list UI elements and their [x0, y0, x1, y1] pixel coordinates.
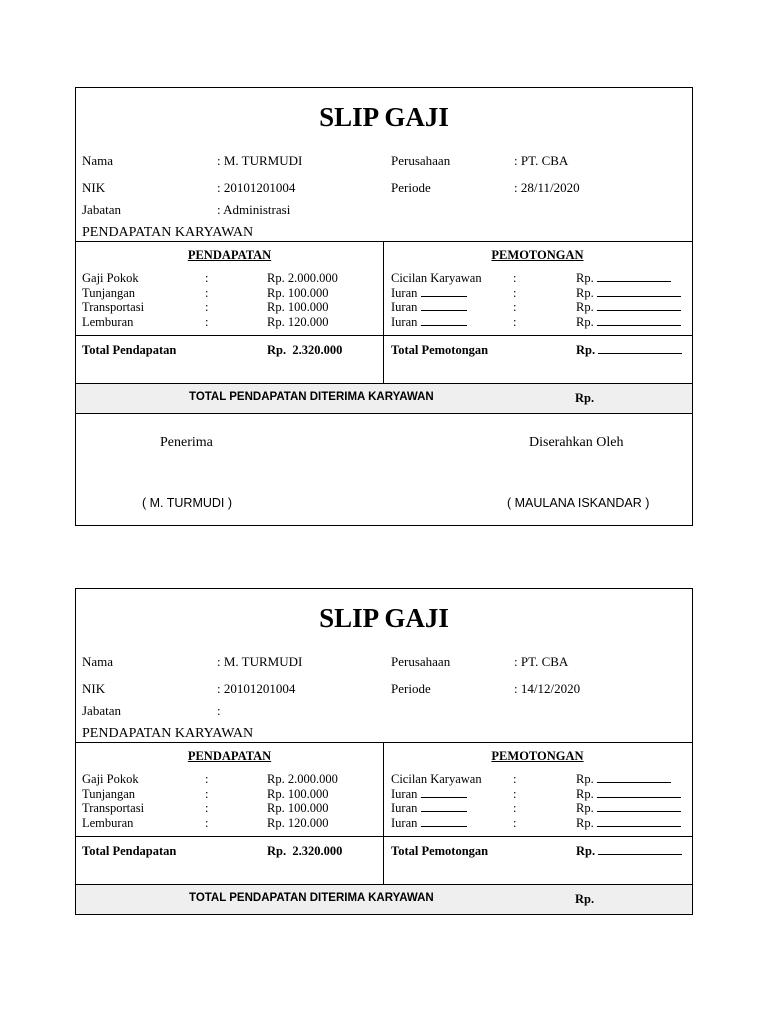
blank-line: [421, 315, 467, 326]
jabatan-value: : Administrasi: [217, 202, 291, 217]
deduction-value: Rp.: [576, 285, 594, 300]
divider: [76, 884, 692, 885]
income-label: Transportasi: [82, 801, 145, 815]
deduction-label: Cicilan Karyawan: [391, 772, 482, 786]
blank-line: [597, 816, 681, 827]
blank-line: [597, 315, 681, 326]
income-colon: :: [205, 271, 209, 285]
blank-line: [421, 286, 467, 297]
blank-line: [597, 801, 681, 812]
income-value: Rp. 120.000: [267, 314, 329, 329]
deduction-label: Iuran: [391, 314, 418, 329]
income-value: Rp. 100.000: [267, 786, 329, 801]
deduction-colon: :: [513, 300, 517, 314]
blank-line: [421, 816, 467, 827]
deduction-value: Rp.: [576, 786, 594, 801]
nik-label: NIK: [82, 681, 106, 696]
deduction-label: Cicilan Karyawan: [391, 271, 482, 285]
nik-value: : 20101201004: [217, 681, 296, 696]
periode-value: : 28/11/2020: [514, 180, 580, 195]
perusahaan-value: : PT. CBA: [514, 654, 569, 669]
income-value: Rp. 100.000: [267, 285, 329, 300]
section-title: PENDAPATAN KARYAWAN: [82, 225, 254, 240]
income-label: Gaji Pokok: [82, 772, 139, 786]
income-label: Lemburan: [82, 815, 134, 830]
total-income-value: Rp. 2.320.000: [267, 844, 343, 858]
diserahkan-name: ( MAULANA ISKANDAR ): [507, 496, 650, 510]
income-value: Rp. 100.000: [267, 801, 329, 815]
deduction-label: Iuran: [391, 815, 418, 830]
total-deduction-label: Total Pemotongan: [391, 343, 489, 357]
divider: [76, 836, 692, 837]
deduction-label: Iuran: [391, 300, 418, 314]
deduction-colon: :: [513, 314, 517, 329]
blank-line: [597, 787, 681, 798]
divider: [76, 383, 692, 384]
total-deduction-label: Total Pemotongan: [391, 844, 489, 858]
income-label: Transportasi: [82, 300, 145, 314]
nama-label: Nama: [82, 654, 114, 669]
blank-line: [598, 844, 682, 855]
salary-slip-1: [75, 87, 693, 526]
nik-label: NIK: [82, 180, 106, 195]
income-colon: :: [205, 815, 209, 830]
blank-line: [598, 343, 682, 354]
deduction-colon: :: [513, 786, 517, 801]
divider: [76, 742, 692, 743]
total-deduction-value: Rp.: [576, 844, 596, 858]
total-deduction-value: Rp.: [576, 343, 596, 357]
perusahaan-label: Perusahaan: [391, 654, 451, 669]
grand-total-label: TOTAL PENDAPATAN DITERIMA KARYAWAN: [189, 391, 434, 403]
blank-line: [597, 772, 671, 783]
grand-total-value: Rp.: [575, 892, 595, 906]
income-colon: :: [205, 801, 209, 815]
slip-title: SLIP GAJI: [319, 102, 449, 132]
income-value: Rp. 2.000.000: [267, 271, 338, 285]
deduction-value: Rp.: [576, 772, 594, 786]
deduction-value: Rp.: [576, 300, 594, 314]
deduction-value: Rp.: [576, 271, 594, 285]
deduction-value: Rp.: [576, 314, 594, 329]
grand-total-value: Rp.: [575, 391, 595, 405]
blank-line: [421, 801, 467, 812]
income-value: Rp. 120.000: [267, 815, 329, 830]
periode-value: : 14/12/2020: [514, 681, 581, 696]
penerima-name: ( M. TURMUDI ): [142, 496, 233, 510]
nama-value: : M. TURMUDI: [217, 654, 303, 669]
section-title: PENDAPATAN KARYAWAN: [82, 726, 254, 741]
divider: [76, 413, 692, 414]
pendapatan-header: PENDAPATAN: [187, 248, 272, 262]
deduction-colon: :: [513, 801, 517, 815]
salary-slip-2: [75, 588, 693, 915]
deduction-colon: :: [513, 815, 517, 830]
pemotongan-header-label: PEMOTONGAN: [491, 749, 584, 763]
deduction-label: Iuran: [391, 285, 418, 300]
blank-line: [597, 300, 681, 311]
income-label: Tunjangan: [82, 285, 136, 300]
jabatan-label: Jabatan: [82, 202, 121, 217]
nama-value: : M. TURMUDI: [217, 153, 303, 168]
income-colon: :: [205, 314, 209, 329]
periode-label: Periode: [391, 180, 431, 195]
deduction-colon: :: [513, 772, 517, 786]
nama-label: Nama: [82, 153, 114, 168]
total-income-label: Total Pendapatan: [82, 343, 177, 357]
deduction-value: Rp.: [576, 815, 594, 830]
deduction-colon: :: [513, 285, 517, 300]
grand-total-label: TOTAL PENDAPATAN DITERIMA KARYAWAN: [189, 892, 434, 904]
income-colon: :: [205, 772, 209, 786]
slip-title: SLIP GAJI: [319, 603, 449, 633]
blank-line: [597, 271, 671, 282]
pendapatan-header: PENDAPATAN: [187, 749, 272, 763]
periode-label: Periode: [391, 681, 431, 696]
blank-line: [421, 787, 467, 798]
deduction-label: Iuran: [391, 801, 418, 815]
diserahkan-label: Diserahkan Oleh: [529, 435, 624, 450]
total-income-label: Total Pendapatan: [82, 844, 177, 858]
income-colon: :: [205, 300, 209, 314]
income-value: Rp. 100.000: [267, 300, 329, 314]
penerima-label: Penerima: [160, 435, 213, 450]
income-colon: :: [205, 786, 209, 801]
income-value: Rp. 2.000.000: [267, 772, 338, 786]
divider: [76, 241, 692, 242]
jabatan-label: Jabatan: [82, 703, 121, 718]
income-label: Lemburan: [82, 314, 134, 329]
income-label: Tunjangan: [82, 786, 136, 801]
perusahaan-label: Perusahaan: [391, 153, 451, 168]
pemotongan-header-label: PEMOTONGAN: [491, 248, 584, 262]
deduction-value: Rp.: [576, 801, 594, 815]
income-colon: :: [205, 285, 209, 300]
blank-line: [597, 286, 681, 297]
deduction-label: Iuran: [391, 786, 418, 801]
total-income-value: Rp. 2.320.000: [267, 343, 343, 357]
jabatan-value: :: [217, 703, 221, 718]
deduction-colon: :: [513, 271, 517, 285]
blank-line: [421, 300, 467, 311]
income-label: Gaji Pokok: [82, 271, 139, 285]
divider: [76, 335, 692, 336]
nik-value: : 20101201004: [217, 180, 296, 195]
perusahaan-value: : PT. CBA: [514, 153, 569, 168]
